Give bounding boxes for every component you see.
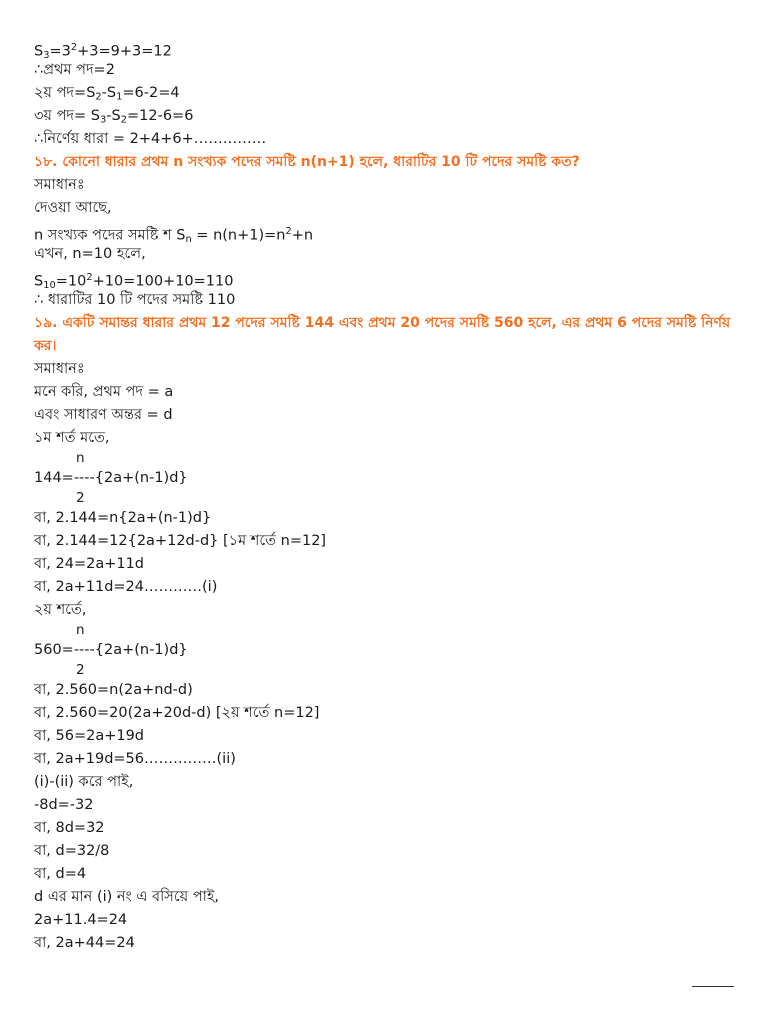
equation-s3: $S_3=3^2+3=9+3=12$ xyxy=(34,42,172,61)
second-term-line: ২য় $পদ=S_2-S_1=6-2=4$ xyxy=(34,85,180,103)
cond1-step-3: বা, 24=2a+11d xyxy=(34,556,145,572)
footer-rule xyxy=(692,986,734,987)
solve-step-5: 2a+11.4=24 xyxy=(34,912,128,928)
fraction-1-line: 144=----{2a+(n-1)d} xyxy=(34,470,188,486)
solve-step-4: বা, d=4 xyxy=(34,866,87,882)
cond2-step-3: বা, 56=2a+19d xyxy=(34,728,145,744)
subtract-step: (i)-(ii) করে পাই, xyxy=(34,774,134,790)
fraction-1-denominator: 2 xyxy=(76,490,85,506)
condition-2-label: ২য় শর্তে, xyxy=(34,602,87,618)
sum-formula-line: n সংখ্যক পদের সমষ্টি শ $S_n = n(n+1)=n^2+n$ xyxy=(34,226,314,245)
solve-step-2: বা, 8d=32 xyxy=(34,820,105,836)
cond2-step-2: বা, 2.560=20(2a+20d-d) [২য় শর্তে n=12] xyxy=(34,705,320,721)
fraction-2-line: 560=----{2a+(n-1)d} xyxy=(34,642,188,658)
question-18: ১৮. কোনো ধারার প্রথম n সংখ্যক পদের সমষ্টি n(n+1) হলে, ধারাটির 10 টি পদের সমষ্টি কত? xyxy=(34,154,580,170)
s10-line: $S_{10}=10^2+10=100+10=110$ xyxy=(34,272,234,291)
cond1-step-1: বা, 2.144=n{2a+(n-1)d} xyxy=(34,510,212,526)
solution-label-2: সমাধানঃ xyxy=(34,361,85,377)
solve-step-1: -8d=-32 xyxy=(34,797,94,813)
n-equals-10-line: এখন, n=10 হলে, xyxy=(34,246,146,262)
answer-18-line: ∴ ধারাটির 10 টি পদের সমষ্টি 110 xyxy=(34,292,236,308)
solve-step-6: বা, 2a+44=24 xyxy=(34,935,135,951)
fraction-1-numerator: n xyxy=(76,450,85,466)
cond2-step-4: বা, 2a+19d=56……………(ii) xyxy=(34,751,236,767)
fraction-2-denominator: 2 xyxy=(76,662,85,678)
substitute-line: d এর মান (i) নং এ বসিয়ে পাই, xyxy=(34,889,220,905)
cond1-step-4: বা, 2a+11d=24…………(i) xyxy=(34,579,218,595)
assume-first-term: মনে করি, প্রথম পদ = a xyxy=(34,384,174,400)
document-body xyxy=(34,36,734,955)
assume-common-diff: এবং সাধারণ অন্তর = d xyxy=(34,407,173,423)
condition-1-label: ১ম শর্ত মতে, xyxy=(34,430,110,446)
solve-step-3: বা, d=32/8 xyxy=(34,843,110,859)
cond2-step-1: বা, 2.560=n(2a+nd-d) xyxy=(34,682,193,698)
question-19: ১৯. একটি সমান্তর ধারার প্রথম 12 পদের সমষ্টি 144 এবং প্রথম 20 পদের সমষ্টি 560 হলে, এর প্রথম 6 পদের সমষ্টি নির্ণয় কর। xyxy=(34,315,731,354)
fraction-2-numerator: n xyxy=(76,622,85,638)
series-result-line: ∴নির্ণেয় ধারা = 2+4+6+…………… xyxy=(34,131,267,147)
solution-label: সমাধানঃ xyxy=(34,177,85,193)
cond1-step-2: বা, 2.144=12{2a+12d-d} [১ম শর্তে n=12] xyxy=(34,533,327,549)
first-term-line: ∴প্রথম পদ=2 xyxy=(34,62,115,78)
given-line: দেওয়া আছে, xyxy=(34,200,112,216)
third-term-line: ৩য় পদ= $S_3-S_2=12-6=6$ xyxy=(34,108,194,126)
